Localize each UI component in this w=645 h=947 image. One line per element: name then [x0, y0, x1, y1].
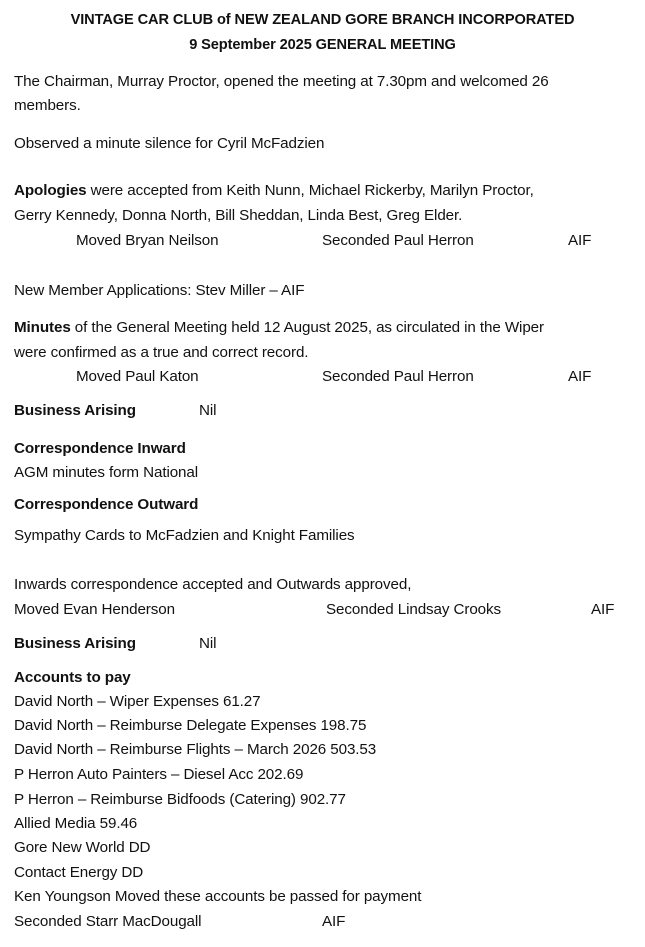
new-member-applications: New Member Applications: Stev Miller – AIF	[14, 282, 305, 299]
correspondence-seconded: Seconded Lindsay Crooks	[326, 601, 501, 618]
minute-silence-text: Observed a minute silence for Cyril McFadzien	[14, 135, 325, 152]
account-item: Contact Energy DD	[14, 864, 144, 881]
business-arising-label: Business Arising	[14, 402, 136, 419]
accounts-motion: Ken Youngson Moved these accounts be passed for payment	[14, 888, 422, 905]
account-item: Allied Media 59.46	[14, 815, 138, 832]
apologies-moved: Moved Bryan Neilson	[76, 232, 219, 249]
minutes-seconded: Seconded Paul Herron	[322, 368, 474, 385]
business-arising-value: Nil	[199, 635, 217, 652]
apologies-heading: Apologies	[14, 182, 87, 199]
apologies-result: AIF	[568, 232, 592, 249]
correspondence-inward-heading: Correspondence Inward	[14, 440, 186, 457]
account-item: David North – Reimburse Delegate Expenses 198.75	[14, 717, 367, 734]
account-item: P Herron Auto Painters – Diesel Acc 202.69	[14, 766, 304, 783]
correspondence-moved: Moved Evan Henderson	[14, 601, 175, 618]
account-item: Gore New World DD	[14, 839, 151, 856]
minutes-text: of the General Meeting held 12 August 2025, as circulated in the Wiper	[70, 319, 544, 336]
minutes-line-2: were confirmed as a true and correct record.	[14, 344, 309, 361]
opening-line-2: members.	[14, 97, 81, 114]
meeting-date-title: 9 September 2025 GENERAL MEETING	[189, 37, 456, 53]
apologies-seconded: Seconded Paul Herron	[322, 232, 474, 249]
correspondence-inward-text: AGM minutes form National	[14, 464, 199, 481]
minutes-heading: Minutes	[14, 319, 71, 336]
account-item: P Herron – Reimburse Bidfoods (Catering) 902.77	[14, 791, 346, 808]
correspondence-outward-heading: Correspondence Outward	[14, 496, 199, 513]
apologies-line-2: Gerry Kennedy, Donna North, Bill Sheddan, Linda Best, Greg Elder.	[14, 207, 463, 224]
opening-line-1: The Chairman, Murray Proctor, opened the meeting at 7.30pm and welcomed 26	[14, 73, 549, 90]
accounts-seconded: Seconded Starr MacDougall	[14, 913, 202, 930]
business-arising-value: Nil	[199, 402, 217, 419]
accounts-result: AIF	[322, 913, 346, 930]
minutes-result: AIF	[568, 368, 592, 385]
minutes-line-1	[14, 318, 544, 338]
business-arising-label: Business Arising	[14, 635, 136, 652]
apologies-text: were accepted from Keith Nunn, Michael Rickerby, Marilyn Proctor,	[86, 182, 534, 199]
accounts-heading: Accounts to pay	[14, 669, 131, 686]
minutes-moved: Moved Paul Katon	[76, 368, 199, 385]
document-title: VINTAGE CAR CLUB of NEW ZEALAND GORE BRANCH INCORPORATED	[70, 12, 575, 28]
correspondence-result: AIF	[591, 601, 615, 618]
account-item: David North – Reimburse Flights – March 2026 503.53	[14, 741, 377, 758]
correspondence-motion-text: Inwards correspondence accepted and Outwards approved,	[14, 576, 412, 593]
apologies-line-1	[14, 181, 534, 201]
account-item: David North – Wiper Expenses 61.27	[14, 693, 261, 710]
correspondence-outward-text: Sympathy Cards to McFadzien and Knight Families	[14, 527, 355, 544]
